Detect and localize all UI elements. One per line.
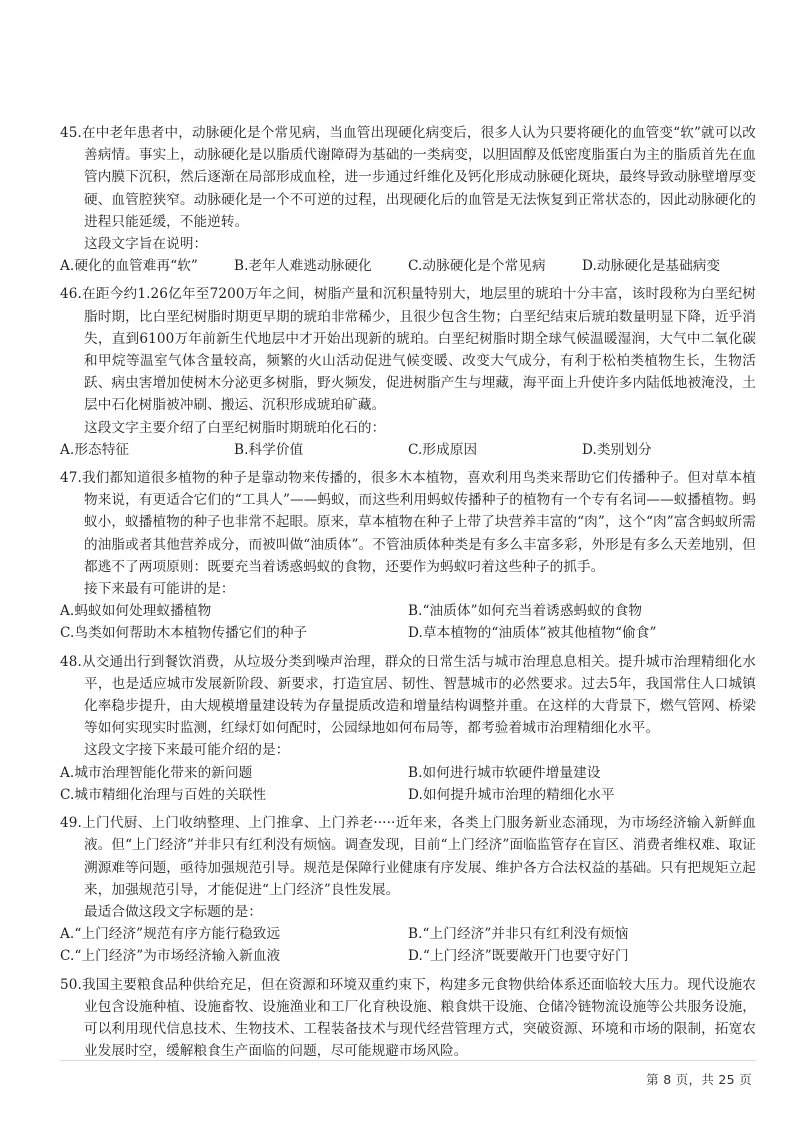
question-47 — [60, 467, 756, 645]
question-text — [60, 122, 756, 233]
question-stem: 这段文字主要介绍了白垩纪树脂时期琥珀化石的： — [84, 419, 386, 436]
question-passage: 在中老年患者中，动脉硬化是个常见病，当血管出现硬化病变后，很多人认为只要将硬化的血管变“软”就可以改善病情。事实上，动脉硬化是以脂质代谢障碍为基础的一类病变，以胆固醇及低密度脂蛋白为主的脂质首先在血管内膜下沉积，然后逐渐在局部形成血栓，进一步通过纤维化及钙化形成动脉硬化斑块，最终导致动脉壁增厚变硬、血管腔狭窄。动脉硬化是一个不可逆的过程，出现硬化后的血管是无法恢复到正常状态的，因此动脉硬化的进程只能延缓，不能逆转。 — [81, 125, 756, 230]
question-passage: 上门代厨、上门收纳整理、上门推拿、上门养老·····近年来，各类上门服务新业态涌现，为市场经济输入新鲜血液。但“上门经济”并非只有红利没有烦恼。调查发现，目前“上门经济”面临监管存在盲区、消费者维权难、取证溯源难等问题，亟待加强规范引导。规范是保障行业健康有序发展、维护各方合法权益的基础。只有把规矩立起来，加强规范引导，才能促进“上门经济”良性发展。 — [81, 815, 756, 898]
question-number: 49. — [60, 815, 82, 832]
question-stem: 这段文字旨在说明： — [84, 236, 208, 253]
footer-divider — [60, 1060, 756, 1061]
answer-options — [60, 923, 756, 967]
option-a: A.城市治理智能化带来的新问题 — [60, 764, 253, 781]
question-text — [60, 283, 756, 416]
option-c: C.鸟类如何帮助木本植物传播它们的种子 — [60, 625, 308, 642]
answer-options — [60, 439, 756, 461]
question-passage: 从交通出行到餐饮消费，从垃圾分类到噪声治理，群众的日常生活与城市治理息息相关。提升城市治理精细化水平，也是适应城市发展新阶段、新要求，打造宜居、韧性、智慧城市的必然要求。过去5年，我国常住人口城镇化率稳步提升，由大规模增量建设转为存量提质改造和增量结构调整并重。在这样的大背景下，燃气管网、桥梁等如何实现实时监测，红绿灯如何配时，公园绿地如何布局等，都考验着城市治理精细化水平。 — [81, 653, 756, 737]
option-b: B.如何进行城市软硬件增量建设 — [408, 764, 601, 781]
option-b: B.老年人难逃动脉硬化 — [234, 258, 372, 275]
option-c: C.动脉硬化是个常见病 — [408, 258, 546, 275]
questions-container — [60, 122, 756, 1068]
option-b: B.科学价值 — [234, 441, 304, 458]
answer-options — [60, 762, 756, 806]
question-text — [60, 974, 756, 1063]
question-text — [60, 812, 756, 901]
question-number: 47. — [60, 470, 82, 487]
option-d: D.“上门经济”既要敞开门也要守好门 — [408, 948, 629, 965]
question-stem: 接下来最有可能讲的是： — [84, 581, 235, 598]
question-passage: 我国主要粮食品种供给充足，但在资源和环境双重约束下，构建多元食物供给体系还面临较大压力。现代设施农业包含设施种植、设施畜牧、设施渔业和工厂化育秧设施、粮食烘干设施、仓储冷链物流设施等公共服务设施，可以利用现代信息技术、生物技术、工程装备技术与现代经营管理方式，突破资源、环境和市场的限制，拓宽农业发展时空，缓解粮食生产面临的问题，尽可能规避市场风险。 — [81, 976, 756, 1060]
option-d: D.草本植物的“油质体”被其他植物“偷食” — [408, 625, 657, 642]
question-number: 46. — [60, 286, 82, 303]
option-b: B.“上门经济”并非只有红利没有烦恼 — [408, 926, 629, 943]
question-45 — [60, 122, 756, 277]
answer-options — [60, 255, 756, 277]
question-passage: 在距今约1.26亿年至7200万年之间，树脂产量和沉积量特别大，地层里的琥珀十分丰富，该时段称为白垩纪树脂时期，比白垩纪树脂时期更早期的琥珀非常稀少，且很少包含生物；白垩纪结束后琥珀数量明显下降，近乎消失，直到6100万年前新生代地层中才开始出现新的琥珀。白垩纪树脂时期全球气候温暖湿润，大气中二氧化碳和甲烷等温室气体含量较高，频繁的火山活动促进气候变暖、改变大气成分，有利于松柏类植物生长，生物活跃、病虫害增加使树木分泌更多树脂，野火频发，促进树脂产生与埋藏，海平面上升使许多内陆低地被淹没，土层中石化树脂被冲刷、搬运、沉积形成琥珀矿藏。 — [81, 286, 756, 414]
option-b: B.“油质体”如何充当着诱惑蚂蚁的食物 — [408, 603, 643, 620]
option-a: A.蚂蚁如何处理蚁播植物 — [60, 603, 212, 620]
option-d: D.类别划分 — [582, 441, 652, 458]
question-stem: 最适合做这段文字标题的是： — [84, 903, 263, 920]
page-number: 第 8 页，共 25 页 — [646, 1072, 752, 1087]
question-48 — [60, 651, 756, 806]
question-50 — [60, 974, 756, 1063]
question-number: 48. — [60, 653, 82, 670]
question-stem: 这段文字接下来最可能介绍的是： — [84, 742, 290, 759]
option-d: D.如何提升城市治理的精细化水平 — [408, 786, 615, 803]
question-49 — [60, 812, 756, 967]
option-c: C.“上门经济”为市场经济输入新血液 — [60, 948, 281, 965]
question-number: 50. — [60, 976, 82, 993]
answer-options — [60, 600, 756, 644]
option-d: D.动脉硬化是基础病变 — [582, 258, 721, 275]
option-c: C.形成原因 — [408, 441, 478, 458]
option-a: A.形态特征 — [60, 441, 130, 458]
question-46 — [60, 283, 756, 461]
option-a: A.“上门经济”规范有序方能行稳致远 — [60, 926, 281, 943]
question-text — [60, 651, 756, 740]
question-number: 45. — [60, 125, 82, 141]
question-passage: 我们都知道很多植物的种子是靠动物来传播的，很多木本植物，喜欢利用鸟类来帮助它们传播种子。但对草本植物来说，有更适合它们的“工具人”——蚂蚁，而这些利用蚂蚁传播种子的植物有一个专有名词——蚁播植物。蚂蚁小，蚁播植物的种子也非常不起眼。原来，草本植物在种子上带了块营养丰富的“肉”，这个“肉”富含蚂蚁所需的油脂或者其他营养成分，而被叫做“油质体”。不管油质体种类是有多么丰富多彩，外形是有多么天差地别，但都逃不了两项原则：既要充当着诱惑蚂蚁的食物，还要作为蚂蚁叼着这些种子的抓手。 — [81, 470, 756, 575]
option-a: A.硬化的血管难再“软” — [60, 258, 198, 275]
option-c: C.城市精细化治理与百姓的关联性 — [60, 786, 267, 803]
question-text — [60, 467, 756, 578]
